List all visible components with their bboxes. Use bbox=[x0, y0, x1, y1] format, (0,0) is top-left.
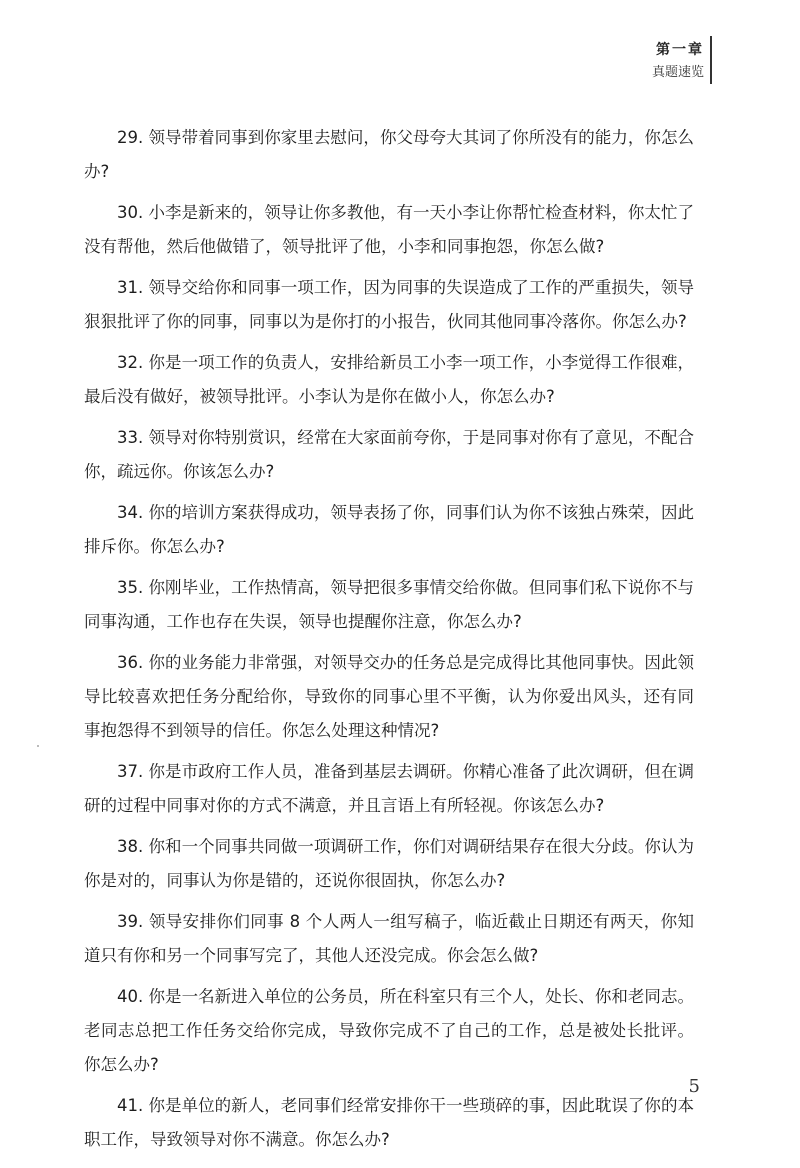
running-header bbox=[652, 40, 704, 82]
header-divider bbox=[710, 36, 712, 84]
question-list bbox=[84, 121, 694, 1164]
question-29: 29. 领导带着同事到你家里去慰问，你父母夸大其词了你所没有的能力，你怎么办? bbox=[84, 128, 694, 181]
chapter-label: 第一章 bbox=[656, 42, 704, 58]
question-36: 36. 你的业务能力非常强，对领导交办的任务总是完成得比其他同事快。因此领导比较喜欢把任务分配给你，导致你的同事心里不平衡，认为你爱出风头，还有同事抱怨得不到领导的信任。你怎么处理这种情况? bbox=[84, 653, 694, 740]
question-39: 39. 领导安排你们同事 8 个人两人一组写稿子，临近截止日期还有两天，你知道只有你和另一个同事写完了，其他人还没完成。你会怎么做? bbox=[84, 912, 694, 965]
question-38: 38. 你和一个同事共同做一项调研工作，你们对调研结果存在很大分歧。你认为你是对的，同事认为你是错的，还说你很固执，你怎么办? bbox=[84, 837, 694, 890]
question-34: 34. 你的培训方案获得成功，领导表扬了你，同事们认为你不该独占殊荣，因此排斥你。你怎么办? bbox=[84, 503, 694, 556]
question-40: 40. 你是一名新进入单位的公务员，所在科室只有三个人，处长、你和老同志。老同志总把工作任务交给你完成，导致你完成不了自己的工作，总是被处长批评。你怎么办? bbox=[84, 987, 694, 1074]
question-32: 32. 你是一项工作的负责人，安排给新员工小李一项工作，小李觉得工作很难，最后没有做好，被领导批评。小李认为是你在做小人，你怎么办? bbox=[84, 353, 694, 406]
page-number: 5 bbox=[688, 1076, 700, 1097]
question-31: 31. 领导交给你和同事一项工作，因为同事的失误造成了工作的严重损失，领导狠狠批评了你的同事，同事以为是你打的小报告，伙同其他同事冷落你。你怎么办? bbox=[84, 278, 694, 331]
question-35: 35. 你刚毕业，工作热情高，领导把很多事情交给你做。但同事们私下说你不与同事沟通，工作也存在失误，领导也提醒你注意，你怎么办? bbox=[84, 578, 694, 631]
question-33: 33. 领导对你特别赏识，经常在大家面前夸你，于是同事对你有了意见，不配合你，疏远你。你该怎么办? bbox=[84, 428, 694, 481]
question-30: 30. 小李是新来的，领导让你多教他，有一天小李让你帮忙检查材料，你太忙了没有帮他，然后他做错了，领导批评了他，小李和同事抱怨，你怎么做? bbox=[84, 203, 694, 256]
margin-mark bbox=[37, 745, 39, 747]
question-41: 41. 你是单位的新人，老同事们经常安排你干一些琐碎的事，因此耽误了你的本职工作，导致领导对你不满意。你怎么办? bbox=[84, 1096, 694, 1149]
question-37: 37. 你是市政府工作人员，准备到基层去调研。你精心准备了此次调研，但在调研的过程中同事对你的方式不满意，并且言语上有所轻视。你该怎么办? bbox=[84, 762, 694, 815]
section-label: 真题速览 bbox=[651, 65, 704, 80]
